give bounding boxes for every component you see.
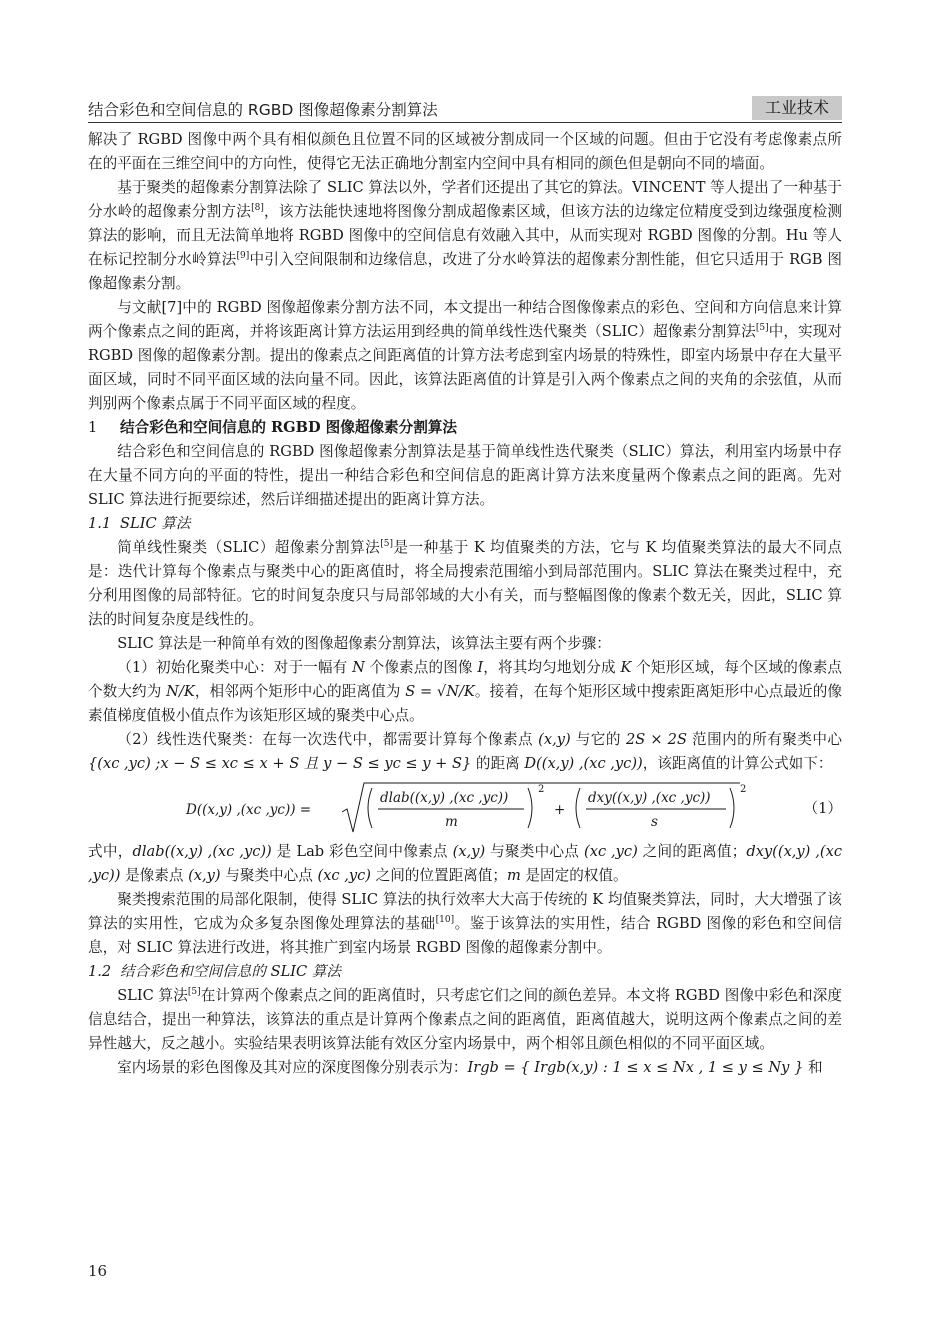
page-number: 16 [88, 1262, 108, 1280]
paragraph-1: 解决了 RGBD 图像中两个具有相似颜色且位置不同的区域被分割成同一个区域的问题。但由于它没有考虑像素点所在的平面在三维空间中的方向性，使得它无法正确地分割室内空间中具有相同的颜色但是朝向不同的墙面。 [88, 131, 842, 172]
paragraph-3: 与文献[7]中的 RGBD 图像超像素分割方法不同，本文提出一种结合图像像素点的彩色、空间和方向信息来计算两个像素点之间的距离，并将该距离计算方法运用到经典的简单线性迭代聚类（SLIC）超像素分割算法[5]中，实现对 RGBD 图像的超像素分割。提出的像素点之间距离值的计算方法考虑到室内场景的特殊性，即室内场景中存在大量平面区域，同时不同平面区域的法向量不同。因此，该算法距离值的计算是引入两个像素点之间的夹角的余弦值，从而判别两个像素点属于不同平面区域的程度。 [88, 299, 842, 412]
citation-5c: [5] [187, 987, 201, 997]
article-body [88, 128, 842, 1080]
running-header [88, 96, 842, 123]
citation-5b: [5] [380, 539, 393, 549]
fraction-1-denominator: m [445, 814, 458, 830]
paragraph-6: SLIC 算法是一种简单有效的图像超像素分割算法，该算法主要有两个步骤： [117, 635, 611, 652]
paragraph-8: （2）线性迭代聚类：在每一次迭代中，都需要计算每个像素点 (x,y) 与它的 2S × 2S 范围内的所有聚类中心 {(xc ,yc) ;x − S ≤ xc ≤ x + S 且 y − S ≤ yc ≤ y + S} 的距离 D((x,y) ,(xc ,yc))，该距离值的计算公式如下： [88, 731, 842, 772]
fraction-2-denominator: s [651, 814, 658, 830]
fraction-2-numerator: dxy((x,y) ,(xc ,yc)) [588, 790, 711, 806]
plus-sign: + [554, 802, 566, 818]
citation-8: [8] [251, 203, 264, 213]
exponent-1: 2 [538, 784, 545, 795]
s-definition: S = √N/K [405, 683, 475, 700]
paragraph-2: 基于聚类的超像素分割算法除了 SLIC 算法以外，学者们还提出了其它的算法。VINCENT 等人提出了一种基于分水岭的超像素分割方法[8]，该方法能快速地将图像分割成超像素区域，但该方法的边缘定位精度受到边缘强度检测算法的影响，而且无法简单地将 RGBD 图像中的空间信息有效融入其中，从而实现对 RGBD 图像的分割。Hu 等人在标记控制分水岭算法[9]中引入空间限制和边缘信息，改进了分水岭算法的超像素分割性能，但它只适用于 RGB 图像超像素分割。 [88, 179, 842, 292]
paragraph-12: 室内场景的彩色图像及其对应的深度图像分别表示为：Irgb = { Irgb(x,y) : 1 ≤ x ≤ Nx , 1 ≤ y ≤ Ny } 和 [117, 1059, 823, 1076]
equation-lhs: D((x,y) ,(xc ,yc)) = [186, 802, 312, 818]
cluster-center-set: {(xc ,yc) ;x − S ≤ xc ≤ x + S 且 y − S ≤ yc ≤ y + S} [88, 755, 472, 772]
paragraph-4: 结合彩色和空间信息的 RGBD 图像超像素分割算法是基于简单线性迭代聚类（SLIC）算法，利用室内场景中存在大量不同方向的平面的特性，提出一种结合彩色和空间信息的距离计算方法来度量两个像素点之间的距离。先对 SLIC 算法进行扼要综述，然后详细描述提出的距离计算方法。 [88, 443, 842, 508]
exponent-2: 2 [740, 784, 747, 795]
paragraph-5: 简单线性聚类（SLIC）超像素分割算法[5]是一种基于 K 均值聚类的方法，它与 K 均值聚类算法的最大不同点是：迭代计算每个像素点与聚类中心的距离值时，将全局搜索范围缩小到局部范围内。SLIC 算法在聚类过程中，充分利用图像的局部特征。它的时间复杂度只与局部邻域的大小有关，而与整幅图像的像素个数无关，因此，SLIC 算法的时间复杂度是线性的。 [88, 539, 842, 628]
paragraph-9: 式中，dlab((x,y) ,(xc ,yc)) 是 Lab 彩色空间中像素点 (x,y) 与聚类中心点 (xc ,yc) 之间的距离值；dxy((x,y) ,(xc ,yc)) 是像素点 (x,y) 与聚类中心点 (xc ,yc) 之间的位置距离值；m 是固定的权值。 [88, 843, 842, 884]
subsection-heading-1-1: 1.1 SLIC 算法 [88, 515, 191, 532]
equation-1 [88, 780, 842, 838]
citation-9: [9] [236, 251, 250, 261]
paragraph-7: （1）初始化聚类中心：对于一幅有 N 个像素点的图像 I，将其均匀地划分成 K 个矩形区域，每个区域的像素点个数大约为 N/K，相邻两个矩形中心的距离值为 S = √N/K。接着，在每个矩形区域中搜索距离矩形中心点最近的像素值梯度值极小值点作为该矩形区域的聚类中心点。 [88, 659, 843, 724]
rgb-image-definition: Irgb = { Irgb(x,y) : 1 ≤ x ≤ Nx , 1 ≤ y ≤ Ny } [467, 1059, 804, 1076]
running-title: 结合彩色和空间信息的 RGBD 图像超像素分割算法 [88, 101, 438, 119]
equation-1-graphic [88, 780, 842, 838]
citation-10: [10] [435, 915, 455, 925]
section-heading-1: 1 结合彩色和空间信息的 RGBD 图像超像素分割算法 [88, 419, 458, 436]
equation-number: （1） [803, 800, 842, 817]
fraction-1-numerator: dlab((x,y) ,(xc ,yc)) [380, 790, 509, 806]
citation-5: [5] [755, 323, 769, 333]
journal-section-tag: 工业技术 [752, 96, 842, 120]
paragraph-11: SLIC 算法[5]在计算两个像素点之间的距离值时，只考虑它们之间的颜色差异。本文将 RGBD 图像中彩色和深度信息结合，提出一种算法，该算法的重点是计算两个像素点之间的距离值，距离值越大，说明这两个像素点之间的差异性越大，反之越小。实验结果表明该算法能有效区分室内场景中，两个相邻且颜色相似的不同平面区域。 [88, 987, 842, 1052]
paragraph-10: 聚类搜索范围的局部化限制，使得 SLIC 算法的执行效率大大高于传统的 K 均值聚类算法，同时，大大增强了该算法的实用性，它成为众多复杂图像处理算法的基础[10]。鉴于该算法的实用性，结合 RGBD 图像的彩色和空间信息，对 SLIC 算法进行改进，将其推广到室内场景 RGBD 图像的超像素分割中。 [88, 891, 842, 956]
subsection-heading-1-2: 1.2 结合彩色和空间信息的 SLIC 算法 [88, 963, 342, 980]
